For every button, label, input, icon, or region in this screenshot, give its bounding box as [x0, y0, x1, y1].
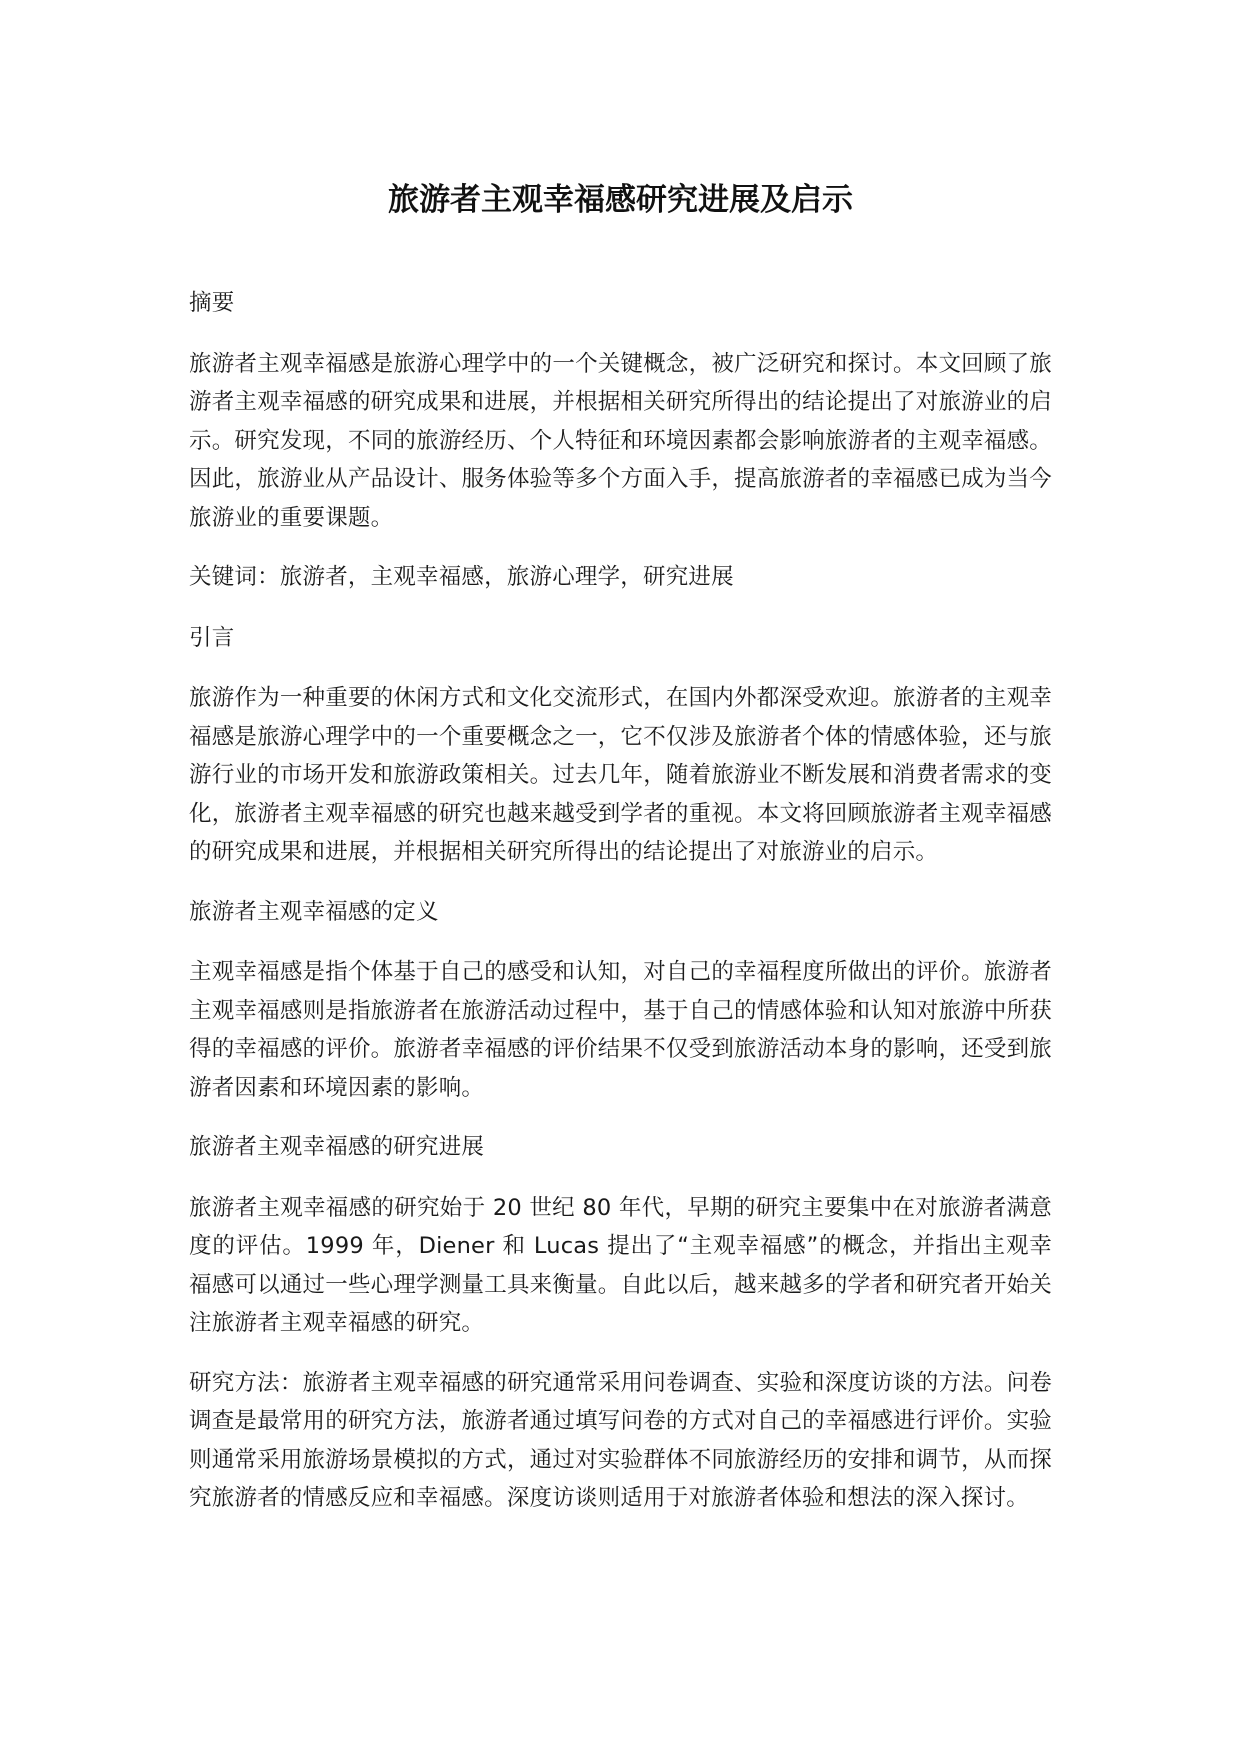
definition-heading: 旅游者主观幸福感的定义: [189, 898, 439, 925]
methods-paragraph: 研究方法：旅游者主观幸福感的研究通常采用问卷调查、实验和深度访谈的方法。问卷调查是最常用的研究方法，旅游者通过填写问卷的方式对自己的幸福感进行评价。实验则通常采用旅游场景模拟的方式，通过对实验群体不同旅游经历的安排和调节，从而探究旅游者的情感反应和幸福感。深度访谈则适用于对旅游者体验和想法的深入探讨。: [189, 1369, 1052, 1511]
document-title: 旅游者主观幸福感研究进展及启示: [388, 182, 853, 218]
intro-paragraph: 旅游作为一种重要的休闲方式和文化交流形式，在国内外都深受欢迎。旅游者的主观幸福感是旅游心理学中的一个重要概念之一，它不仅涉及旅游者个体的情感体验，还与旅游行业的市场开发和旅游政策相关。过去几年，随着旅游业不断发展和消费者需求的变化，旅游者主观幸福感的研究也越来越受到学者的重视。本文将回顾旅游者主观幸福感的研究成果和进展，并根据相关研究所得出的结论提出了对旅游业的启示。: [189, 685, 1052, 865]
abstract-heading: 摘要: [189, 290, 235, 316]
definition-paragraph: 主观幸福感是指个体基于自己的感受和认知，对自己的幸福程度所做出的评价。旅游者主观幸福感则是指旅游者在旅游活动过程中，基于自己的情感体验和认知对旅游中所获得的幸福感的评价。旅游者幸福感的评价结果不仅受到旅游活动本身的影响，还受到旅游者因素和环境因素的影响。: [189, 959, 1052, 1101]
document-body: [189, 284, 1052, 1539]
keywords-line: 关键词：旅游者，主观幸福感，旅游心理学，研究进展: [189, 564, 734, 590]
abstract-paragraph: 旅游者主观幸福感是旅游心理学中的一个关键概念，被广泛研究和探讨。本文回顾了旅游者主观幸福感的研究成果和进展，并根据相关研究所得出的结论提出了对旅游业的启示。研究发现，不同的旅游经历、个人特征和环境因素都会影响旅游者的主观幸福感。因此，旅游业从产品设计、服务体验等多个方面入手，提高旅游者的幸福感已成为当今旅游业的重要课题。: [189, 350, 1052, 531]
progress-heading: 旅游者主观幸福感的研究进展: [189, 1134, 485, 1160]
intro-heading: 引言: [189, 624, 235, 651]
progress-paragraph: 旅游者主观幸福感的研究始于 20 世纪 80 年代，早期的研究主要集中在对旅游者满意度的评估。1999 年，Diener 和 Lucas 提出了“主观幸福感”的概念，并指出主观幸福感可以通过一些心理学测量工具来衡量。自此以后，越来越多的学者和研究者开始关注旅游者主观幸福感的研究。: [189, 1194, 1052, 1336]
